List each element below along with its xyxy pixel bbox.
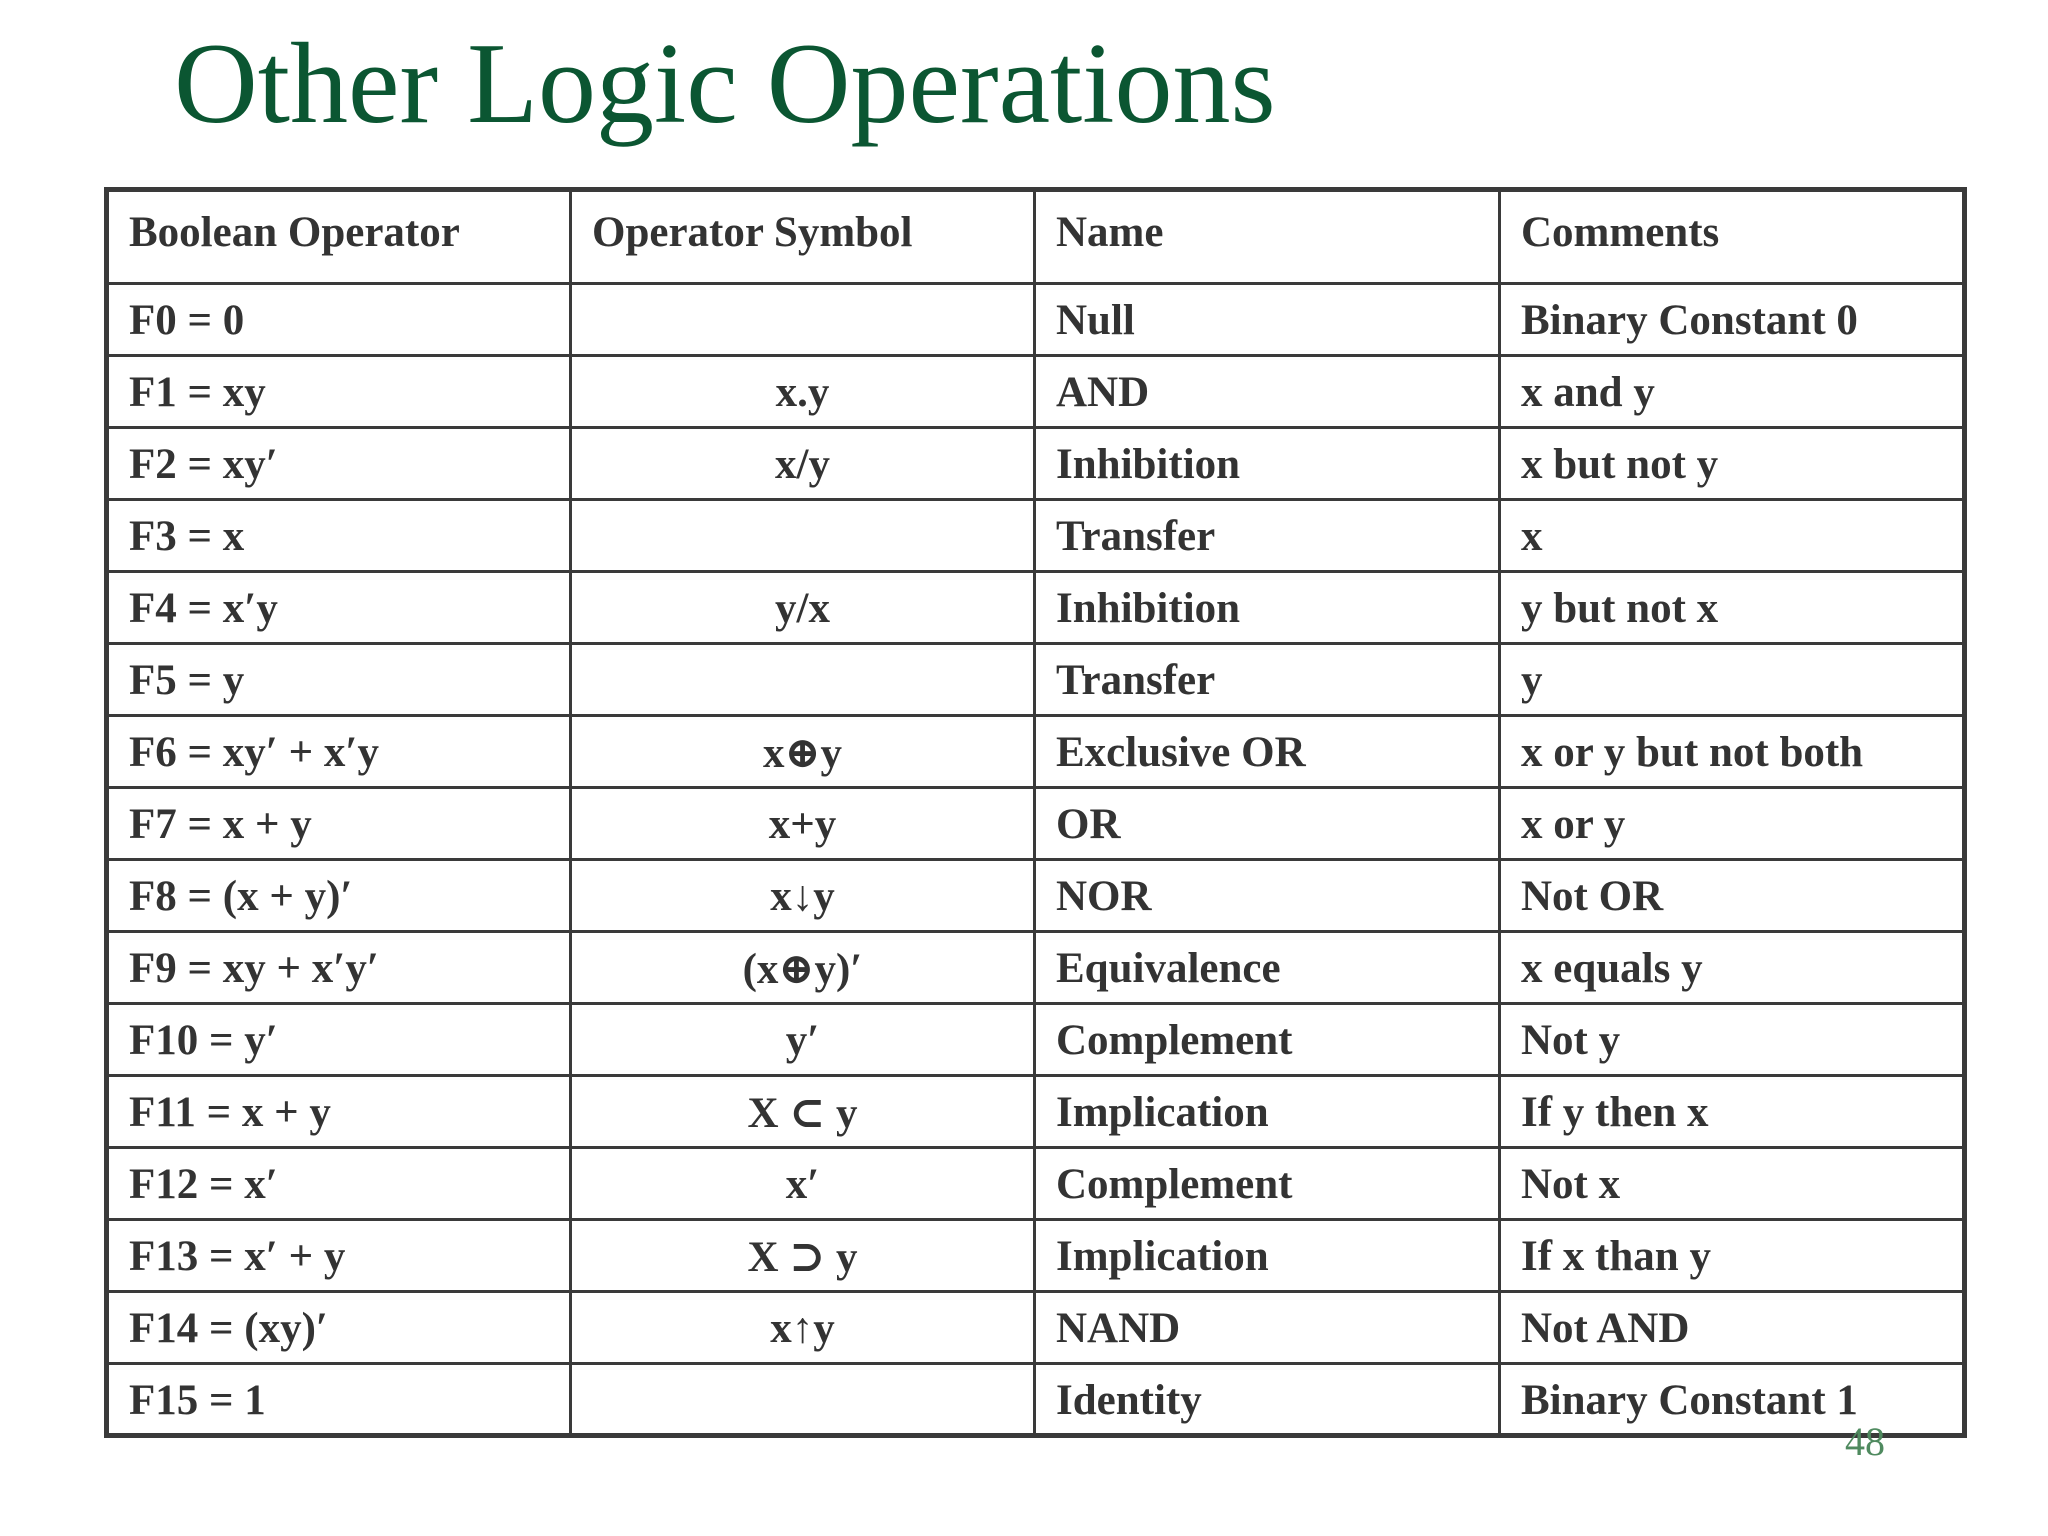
boolean-operator-cell: F12 = x′ bbox=[107, 1148, 571, 1220]
boolean-operator-cell: F3 = x bbox=[107, 500, 571, 572]
comment-cell: Binary Constant 1 bbox=[1500, 1364, 1965, 1436]
table-row bbox=[107, 1292, 1965, 1364]
boolean-operator-cell: F6 = xy′ + x′y bbox=[107, 716, 571, 788]
operator-symbol-cell: x⊕y bbox=[571, 716, 1035, 788]
header-row bbox=[107, 190, 1965, 284]
table-row bbox=[107, 1076, 1965, 1148]
comment-cell: If y then x bbox=[1500, 1076, 1965, 1148]
operator-symbol-cell: x↑y bbox=[571, 1292, 1035, 1364]
boolean-operator-cell: F9 = xy + x′y′ bbox=[107, 932, 571, 1004]
operation-name-cell: Inhibition bbox=[1035, 572, 1500, 644]
operation-name-cell: AND bbox=[1035, 356, 1500, 428]
boolean-operator-cell: F13 = x′ + y bbox=[107, 1220, 571, 1292]
operation-name-cell: Transfer bbox=[1035, 500, 1500, 572]
comment-cell: Not x bbox=[1500, 1148, 1965, 1220]
table-row bbox=[107, 284, 1965, 356]
table-row bbox=[107, 572, 1965, 644]
operation-name-cell: Complement bbox=[1035, 1004, 1500, 1076]
operator-symbol-cell bbox=[571, 500, 1035, 572]
boolean-operator-cell: F1 = xy bbox=[107, 356, 571, 428]
boolean-operator-cell: F5 = y bbox=[107, 644, 571, 716]
operator-symbol-cell: x↓y bbox=[571, 860, 1035, 932]
comment-cell: x or y bbox=[1500, 788, 1965, 860]
header-comments: Comments bbox=[1500, 190, 1965, 284]
comment-cell: Binary Constant 0 bbox=[1500, 284, 1965, 356]
boolean-operator-cell: F11 = x + y bbox=[107, 1076, 571, 1148]
operation-name-cell: Implication bbox=[1035, 1220, 1500, 1292]
boolean-operator-cell: F14 = (xy)′ bbox=[107, 1292, 571, 1364]
operator-symbol-cell: y/x bbox=[571, 572, 1035, 644]
boolean-operator-cell: F0 = 0 bbox=[107, 284, 571, 356]
table-row bbox=[107, 644, 1965, 716]
boolean-operator-cell: F8 = (x + y)′ bbox=[107, 860, 571, 932]
table-header bbox=[107, 190, 1965, 284]
boolean-operator-cell: F7 = x + y bbox=[107, 788, 571, 860]
boolean-operator-cell: F4 = x′y bbox=[107, 572, 571, 644]
operation-name-cell: Null bbox=[1035, 284, 1500, 356]
comment-cell: x and y bbox=[1500, 356, 1965, 428]
operator-symbol-cell: x+y bbox=[571, 788, 1035, 860]
operator-symbol-cell bbox=[571, 284, 1035, 356]
header-name: Name bbox=[1035, 190, 1500, 284]
operator-symbol-cell: X ⊂ y bbox=[571, 1076, 1035, 1148]
comment-cell: x but not y bbox=[1500, 428, 1965, 500]
operation-name-cell: Implication bbox=[1035, 1076, 1500, 1148]
table-row bbox=[107, 1220, 1965, 1292]
comment-cell: x equals y bbox=[1500, 932, 1965, 1004]
operator-symbol-cell: y′ bbox=[571, 1004, 1035, 1076]
operation-name-cell: Complement bbox=[1035, 1148, 1500, 1220]
logic-operations-table bbox=[104, 187, 1967, 1438]
table-row bbox=[107, 860, 1965, 932]
table-row bbox=[107, 716, 1965, 788]
comment-cell: y but not x bbox=[1500, 572, 1965, 644]
operation-name-cell: Identity bbox=[1035, 1364, 1500, 1436]
comment-cell: Not AND bbox=[1500, 1292, 1965, 1364]
operator-symbol-cell: x/y bbox=[571, 428, 1035, 500]
table-row bbox=[107, 428, 1965, 500]
boolean-operator-cell: F10 = y′ bbox=[107, 1004, 571, 1076]
table-row bbox=[107, 1148, 1965, 1220]
table-row bbox=[107, 500, 1965, 572]
comment-cell: Not y bbox=[1500, 1004, 1965, 1076]
comment-cell: x or y but not both bbox=[1500, 716, 1965, 788]
table-row bbox=[107, 932, 1965, 1004]
table-row bbox=[107, 356, 1965, 428]
operator-symbol-cell: x.y bbox=[571, 356, 1035, 428]
header-boolean-operator: Boolean Operator bbox=[107, 190, 571, 284]
operation-name-cell: Transfer bbox=[1035, 644, 1500, 716]
table-row bbox=[107, 788, 1965, 860]
boolean-operator-cell: F2 = xy′ bbox=[107, 428, 571, 500]
operator-symbol-cell bbox=[571, 1364, 1035, 1436]
comment-cell: x bbox=[1500, 500, 1965, 572]
comment-cell: If x than y bbox=[1500, 1220, 1965, 1292]
operator-symbol-cell bbox=[571, 644, 1035, 716]
operation-name-cell: Equivalence bbox=[1035, 932, 1500, 1004]
comment-cell: Not OR bbox=[1500, 860, 1965, 932]
page-number: 48 bbox=[1845, 1419, 1885, 1464]
operator-symbol-cell: x′ bbox=[571, 1148, 1035, 1220]
table-row bbox=[107, 1004, 1965, 1076]
operation-name-cell: Inhibition bbox=[1035, 428, 1500, 500]
operation-name-cell: NOR bbox=[1035, 860, 1500, 932]
table-row bbox=[107, 1364, 1965, 1436]
slide-title: Other Logic Operations bbox=[174, 20, 1276, 148]
operation-name-cell: NAND bbox=[1035, 1292, 1500, 1364]
operator-symbol-cell: X ⊃ y bbox=[571, 1220, 1035, 1292]
boolean-operator-cell: F15 = 1 bbox=[107, 1364, 571, 1436]
operation-name-cell: Exclusive OR bbox=[1035, 716, 1500, 788]
comment-cell: y bbox=[1500, 644, 1965, 716]
header-operator-symbol: Operator Symbol bbox=[571, 190, 1035, 284]
operator-symbol-cell: (x⊕y)′ bbox=[571, 932, 1035, 1004]
table-body bbox=[107, 284, 1965, 1436]
operation-name-cell: OR bbox=[1035, 788, 1500, 860]
